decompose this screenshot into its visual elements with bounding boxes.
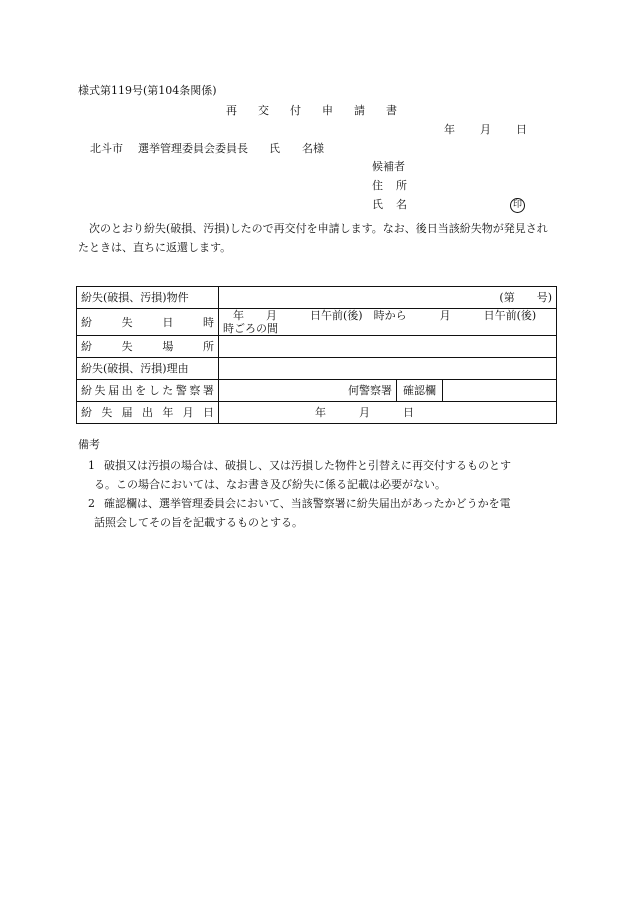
lost-reason-field[interactable] xyxy=(219,358,557,380)
report-date-text: 年 月 日 xyxy=(315,406,414,419)
applicant-address-label-2: 所 xyxy=(396,179,407,192)
label-char: 失 xyxy=(101,406,113,419)
lost-datetime-label xyxy=(77,309,219,336)
label-char: 失 xyxy=(121,315,133,329)
label-char: 失 xyxy=(121,340,133,353)
label-char: 時 xyxy=(202,315,214,329)
label-char: 場 xyxy=(162,340,174,353)
label-char: 紛 xyxy=(81,315,92,329)
lost-datetime-line-2: 時ごろの間 xyxy=(223,322,278,335)
label-char: 届 xyxy=(108,384,120,397)
label-char: 日 xyxy=(202,406,214,419)
label-char: 届 xyxy=(121,406,133,419)
confirm-field[interactable] xyxy=(443,380,557,402)
lost-datetime-line-1: 年 月 日午前(後) 時から 月 日午前(後) xyxy=(233,309,537,322)
label-char: 紛 xyxy=(81,406,92,419)
application-table xyxy=(76,286,557,424)
report-date-label xyxy=(77,402,219,424)
note-number: 1 xyxy=(88,459,95,472)
table-row xyxy=(77,336,557,358)
label-char: 所 xyxy=(202,340,214,353)
note-text-line: 破損又は汚損の場合は、破損し、又は汚損した物件と引替えに再交付するものとす xyxy=(104,459,511,472)
date-year: 年 xyxy=(444,123,455,136)
label-char: を xyxy=(135,384,147,397)
report-date-field[interactable] xyxy=(219,402,557,424)
label-char: し xyxy=(148,384,160,397)
note-number: 2 xyxy=(88,497,95,510)
date-day: 日 xyxy=(516,123,527,136)
lost-place-label xyxy=(77,336,219,358)
lost-item-field[interactable] xyxy=(219,287,557,309)
lost-datetime-field[interactable] xyxy=(219,309,557,336)
label-char: 年 xyxy=(162,406,174,419)
body-paragraph: 次のとおり紛失(破損、汚損)したので再交付を申請します。なお、後日当該紛失物が発見されたときは、直ちに返還します。 xyxy=(78,222,548,254)
applicant-candidate-label: 候補者 xyxy=(372,160,405,173)
note-text-line: 確認欄は、選挙管理委員会において、当該警察署に紛失届出があったかどうかを電 xyxy=(104,497,511,510)
addressee-office: 選挙管理委員会委員長 xyxy=(138,142,248,155)
table-row xyxy=(77,402,557,424)
police-station-field[interactable] xyxy=(219,380,397,402)
note-text-line: る。この場合においては、なお書き及び紛失に係る記載は必要がない。 xyxy=(94,478,446,491)
label-char: 出 xyxy=(121,384,133,397)
note-text-line: 話照会してその旨を記載するものとする。 xyxy=(94,516,303,529)
label-char: た xyxy=(162,384,174,397)
lost-item-number: (第 号) xyxy=(499,291,552,304)
notes-heading: 備考 xyxy=(78,438,100,451)
applicant-name-label-2: 名 xyxy=(396,198,407,211)
addressee-city: 北斗市 xyxy=(90,142,123,155)
table-row xyxy=(77,380,557,402)
police-station-suffix: 何警察署 xyxy=(348,384,392,397)
confirm-label: 確認欄 xyxy=(397,380,443,402)
label-char: 日 xyxy=(162,315,174,329)
label-char: 紛 xyxy=(81,340,92,353)
table-row xyxy=(77,309,557,336)
note-item xyxy=(88,456,554,494)
table-row xyxy=(77,358,557,380)
label-char: 紛 xyxy=(81,384,92,397)
label-char: 警 xyxy=(175,384,187,397)
lost-place-field[interactable] xyxy=(219,336,557,358)
note-item xyxy=(88,494,554,532)
label-char: 署 xyxy=(202,384,214,397)
applicant-address-label-1: 住 xyxy=(372,179,383,192)
applicant-name-label-1: 氏 xyxy=(372,198,383,211)
seal-mark-icon: 印 xyxy=(510,198,525,213)
label-char: 察 xyxy=(189,384,201,397)
addressee-honorific: 名様 xyxy=(302,142,324,155)
date-month: 月 xyxy=(480,123,491,136)
police-station-label xyxy=(77,380,219,402)
lost-item-label: 紛失(破損、汚損)物件 xyxy=(77,287,219,309)
form-title: 再交付申請書 xyxy=(226,104,418,117)
label-char: 出 xyxy=(141,406,153,419)
addressee-name-prefix: 氏 xyxy=(269,142,280,155)
lost-reason-label: 紛失(破損、汚損)理由 xyxy=(77,358,219,380)
label-char: 月 xyxy=(182,406,194,419)
table-row xyxy=(77,287,557,309)
form-number: 様式第119号(第104条関係) xyxy=(78,84,217,97)
label-char: 失 xyxy=(94,384,106,397)
